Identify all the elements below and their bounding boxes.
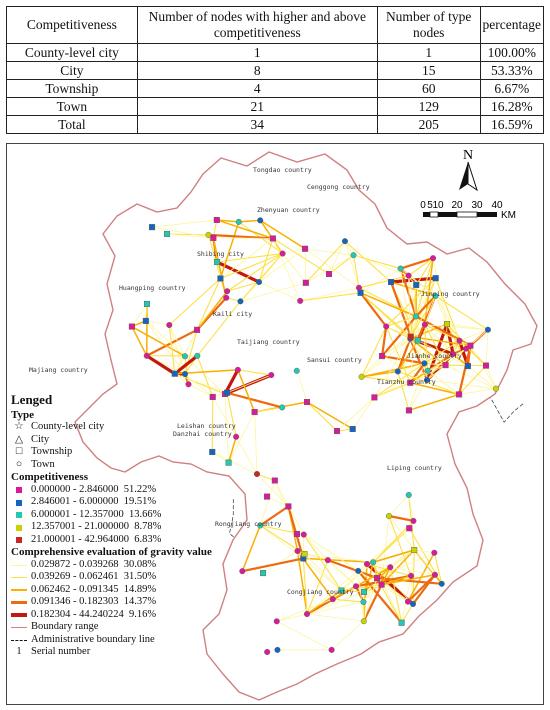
- legend-pct: 9.16%: [129, 608, 157, 620]
- legend-gravity-row: [11, 584, 251, 597]
- scale-bar: [417, 198, 537, 228]
- table-row: [7, 44, 544, 62]
- place-label: Rongjiang country: [215, 520, 282, 528]
- settlement-node: [268, 372, 274, 378]
- legend-serial-row: [11, 646, 251, 659]
- settlement-node: [415, 338, 421, 344]
- settlement-node: [406, 273, 412, 279]
- table-cell: 16.28%: [480, 98, 543, 116]
- place-label: Leishan country: [177, 422, 236, 430]
- table-cell: Town: [7, 98, 138, 116]
- legend-line: [11, 589, 27, 591]
- settlement-node: [355, 568, 361, 574]
- settlement-node: [280, 251, 286, 257]
- place-label: Huangping country: [119, 284, 186, 292]
- legend-label: Serial number: [31, 646, 91, 658]
- settlement-node: [194, 327, 200, 333]
- settlement-node: [325, 557, 331, 563]
- settlement-node: [411, 547, 417, 553]
- table-cell: 4: [137, 80, 377, 98]
- legend-range: 0.000000 - 2.846000: [31, 483, 119, 495]
- settlement-node: [303, 280, 309, 286]
- circle-icon: ○: [15, 458, 23, 470]
- legend-line: [11, 640, 27, 641]
- settlement-node: [413, 314, 419, 320]
- table-cell: 16.59%: [480, 116, 543, 134]
- legend-swatch: [16, 537, 22, 543]
- scale-tick: 5: [427, 200, 433, 211]
- header-higher-nodes: Number of nodes with higher and above competitiveness: [137, 7, 377, 44]
- legend-type-row: [11, 446, 251, 459]
- table-cell: 15: [377, 62, 480, 80]
- table-cell: 60: [377, 80, 480, 98]
- settlement-node: [406, 408, 412, 414]
- table-cell: 1: [377, 44, 480, 62]
- settlement-node: [186, 381, 192, 387]
- legend-label: Boundary range: [31, 621, 99, 633]
- settlement-node: [211, 235, 217, 241]
- settlement-node: [144, 353, 150, 359]
- legend-pct: 30.08%: [123, 558, 157, 570]
- legend-pct: 8.78%: [134, 521, 162, 533]
- triangle-icon: △: [14, 433, 24, 445]
- settlement-node: [294, 368, 300, 374]
- legend-comp-row: [11, 521, 251, 534]
- settlement-node: [279, 405, 285, 411]
- north-arrow-icon: [459, 162, 468, 190]
- table-cell: 1: [137, 44, 377, 62]
- settlement-node: [264, 494, 270, 500]
- gravity-map-panel: [6, 143, 544, 705]
- map-legend: [11, 394, 251, 659]
- settlement-node: [223, 295, 229, 301]
- settlement-node: [302, 246, 308, 252]
- legend-range: 0.091346 - 0.182303: [31, 596, 119, 608]
- settlement-node: [364, 561, 370, 567]
- legend-range: 12.357001 - 21.000000: [31, 521, 129, 533]
- legend-line: [11, 613, 27, 617]
- table-cell: 205: [377, 116, 480, 134]
- legend-range: 0.029872 - 0.039268: [31, 558, 119, 570]
- settlement-node: [295, 548, 301, 554]
- table-cell: Total: [7, 116, 138, 134]
- legend-range: 0.039269 - 0.062461: [31, 571, 119, 583]
- settlement-node: [275, 647, 281, 653]
- scale-tick: 30: [471, 200, 483, 211]
- settlement-node: [274, 619, 280, 625]
- settlement-node: [395, 369, 401, 375]
- settlement-node: [238, 299, 244, 305]
- legend-pct: 6.83%: [134, 533, 162, 545]
- legend-gravity-row: [11, 559, 251, 572]
- legend-swatch: [16, 487, 22, 493]
- legend-boundary-row: [11, 621, 251, 634]
- settlement-node: [361, 599, 367, 605]
- legend-comp-row: [11, 496, 251, 509]
- settlement-node: [359, 374, 365, 380]
- place-label: Jianhe country: [407, 352, 462, 360]
- legend-swatch: [16, 512, 22, 518]
- settlement-node: [236, 219, 242, 225]
- legend-type-row: [11, 421, 251, 434]
- settlement-node: [399, 620, 405, 626]
- legend-gravity-row: [11, 571, 251, 584]
- legend-line: [11, 577, 27, 579]
- legend-pct: 14.89%: [123, 583, 157, 595]
- settlement-node: [465, 363, 471, 369]
- place-label: Jinping country: [421, 290, 480, 298]
- place-label: Tongdao country: [253, 166, 312, 174]
- table-cell: 53.33%: [480, 62, 543, 80]
- settlement-node: [286, 504, 292, 510]
- settlement-node: [444, 321, 450, 327]
- place-label: Kaili city: [213, 310, 253, 318]
- legend-label: Town: [31, 458, 55, 470]
- settlement-node: [379, 582, 385, 588]
- legend-line: [11, 627, 27, 629]
- settlement-node: [370, 559, 376, 565]
- settlement-node: [485, 327, 491, 333]
- legend-range: 0.182304 - 44.240224: [31, 608, 124, 620]
- place-label: Danzhai country: [173, 430, 232, 438]
- settlement-node: [388, 279, 394, 285]
- settlement-node: [439, 581, 445, 587]
- settlement-node: [256, 279, 262, 285]
- settlement-node: [386, 513, 392, 519]
- settlement-node: [422, 322, 428, 328]
- legend-comp-row: [11, 534, 251, 547]
- settlement-node: [356, 285, 362, 291]
- place-label: Tianzhu country: [377, 378, 436, 386]
- settlement-node: [493, 386, 499, 392]
- settlement-node: [129, 324, 135, 330]
- settlement-node: [379, 353, 385, 359]
- settlement-node: [195, 353, 201, 359]
- legend-label: County-level city: [31, 421, 105, 433]
- north-label: N: [462, 148, 474, 163]
- table-cell: City: [7, 62, 138, 80]
- scale-tick: 40: [491, 200, 503, 211]
- settlement-node: [149, 224, 155, 230]
- legend-comp-row: [11, 484, 251, 497]
- star-icon: ☆: [14, 421, 24, 433]
- table-cell: 6.67%: [480, 80, 543, 98]
- legend-line: [11, 565, 27, 566]
- settlement-node: [144, 301, 150, 307]
- table-row: [7, 80, 544, 98]
- settlement-node: [411, 518, 417, 524]
- settlement-node: [182, 371, 188, 377]
- settlement-node: [361, 589, 367, 595]
- settlement-node: [143, 318, 149, 324]
- settlement-node: [164, 231, 170, 237]
- settlement-node: [330, 596, 336, 602]
- settlement-node: [272, 478, 278, 484]
- settlement-node: [304, 399, 310, 405]
- legend-pct: 13.66%: [129, 508, 162, 520]
- settlement-node: [218, 276, 224, 282]
- place-label: Taijiang country: [237, 338, 300, 346]
- scale-tick: 20: [451, 200, 463, 211]
- place-label: Sansui country: [307, 356, 362, 364]
- legend-range: 21.000001 - 42.964000: [31, 533, 129, 545]
- settlement-node: [398, 266, 404, 272]
- settlement-node: [422, 361, 428, 367]
- legend-label: City: [31, 433, 50, 445]
- scale-unit: KM: [501, 210, 516, 221]
- legend-swatch: [16, 500, 22, 506]
- table-header-row: [7, 7, 544, 44]
- settlement-node: [334, 428, 340, 434]
- place-label: Liping country: [387, 464, 442, 472]
- settlement-node: [326, 271, 332, 277]
- settlement-node: [443, 362, 449, 368]
- legend-gravity-heading: Comprehensive evaluation of gravity value: [11, 546, 212, 559]
- settlement-node: [264, 649, 270, 655]
- north-arrow: [453, 146, 483, 196]
- legend-pct: 14.37%: [123, 596, 157, 608]
- settlement-node: [224, 288, 230, 294]
- place-label: Cenggong country: [307, 183, 370, 191]
- legend-gravity-row: [11, 609, 251, 622]
- settlement-node: [254, 471, 260, 477]
- settlement-node: [350, 426, 356, 432]
- legend-label: Township: [31, 446, 73, 458]
- settlement-node: [374, 575, 380, 581]
- legend-pct: 19.51%: [123, 496, 157, 508]
- settlement-node: [408, 573, 414, 579]
- settlement-node: [214, 259, 220, 265]
- table-row: [7, 98, 544, 116]
- legend-line: [11, 601, 27, 604]
- settlement-node: [372, 395, 378, 401]
- legend-swatch: [16, 525, 22, 531]
- settlement-node: [432, 572, 438, 578]
- table-cell: 8: [137, 62, 377, 80]
- legend-pct: 51.22%: [123, 483, 157, 495]
- competitiveness-table: [6, 6, 544, 134]
- settlement-node: [270, 236, 276, 242]
- legend-gravity-row: [11, 596, 251, 609]
- settlement-node: [406, 492, 412, 498]
- legend-type-row: [11, 459, 251, 472]
- table-cell: 129: [377, 98, 480, 116]
- settlement-node: [172, 371, 178, 377]
- table-cell: 21: [137, 98, 377, 116]
- settlement-node: [351, 252, 357, 258]
- legend-type-heading: Type: [11, 408, 35, 421]
- settlement-node: [235, 367, 241, 373]
- settlement-node: [304, 611, 310, 617]
- settlement-node: [457, 338, 463, 344]
- place-label: Zhenyuan country: [257, 206, 320, 214]
- settlement-node: [214, 217, 220, 223]
- settlement-node: [410, 601, 416, 607]
- table-row: [7, 116, 544, 134]
- settlement-node: [302, 551, 308, 557]
- settlement-node: [358, 290, 364, 296]
- settlement-node: [463, 346, 469, 352]
- settlement-node: [432, 550, 438, 556]
- scale-tick: 10: [432, 200, 444, 211]
- table-cell: 34: [137, 116, 377, 134]
- legend-range: 2.846001 - 6.000000: [31, 496, 119, 508]
- legend-range: 0.062462 - 0.091345: [31, 583, 119, 595]
- table-row: [7, 62, 544, 80]
- settlement-node: [405, 599, 411, 605]
- settlement-node: [483, 363, 489, 369]
- legend-pct: 31.50%: [123, 571, 157, 583]
- table-cell: County-level city: [7, 44, 138, 62]
- settlement-node: [408, 334, 414, 340]
- square-icon: □: [15, 446, 23, 458]
- legend-competitiveness-heading: Competitiveness: [11, 471, 88, 484]
- settlement-node: [297, 298, 303, 304]
- legend-label: Administrative boundary line: [31, 633, 155, 645]
- header-type-nodes: Number of type nodes: [377, 7, 480, 44]
- settlement-node: [456, 392, 462, 398]
- settlement-node: [329, 647, 335, 653]
- settlement-node: [361, 618, 367, 624]
- place-label: Shibing city: [197, 250, 244, 258]
- settlement-node: [387, 564, 393, 570]
- legend-title: Lenged: [11, 392, 53, 407]
- settlement-node: [425, 368, 431, 374]
- settlement-node: [342, 238, 348, 244]
- settlement-node: [301, 532, 307, 538]
- settlement-node: [260, 570, 266, 576]
- legend-comp-row: [11, 509, 251, 522]
- legend-serial-sample: 1: [16, 646, 22, 658]
- settlement-node: [294, 531, 300, 537]
- settlement-node: [413, 282, 419, 288]
- scale-tick: 0: [420, 200, 426, 211]
- settlement-node: [433, 275, 439, 281]
- legend-admin-row: [11, 634, 251, 647]
- place-label: Majiang country: [29, 366, 88, 374]
- settlement-node: [166, 322, 172, 328]
- header-percentage: percentage: [480, 7, 543, 44]
- header-competitiveness: Competitiveness: [7, 7, 138, 44]
- settlement-node: [430, 255, 436, 261]
- table-cell: 100.00%: [480, 44, 543, 62]
- settlement-node: [182, 353, 188, 359]
- legend-range: 6.000001 - 12.357000: [31, 508, 124, 520]
- settlement-node: [406, 525, 412, 531]
- settlement-node: [353, 583, 359, 589]
- settlement-node: [252, 409, 258, 415]
- legend-type-row: [11, 434, 251, 447]
- settlement-node: [383, 324, 389, 330]
- place-label: Congjiang country: [287, 588, 354, 596]
- settlement-node: [257, 218, 263, 224]
- table-cell: Township: [7, 80, 138, 98]
